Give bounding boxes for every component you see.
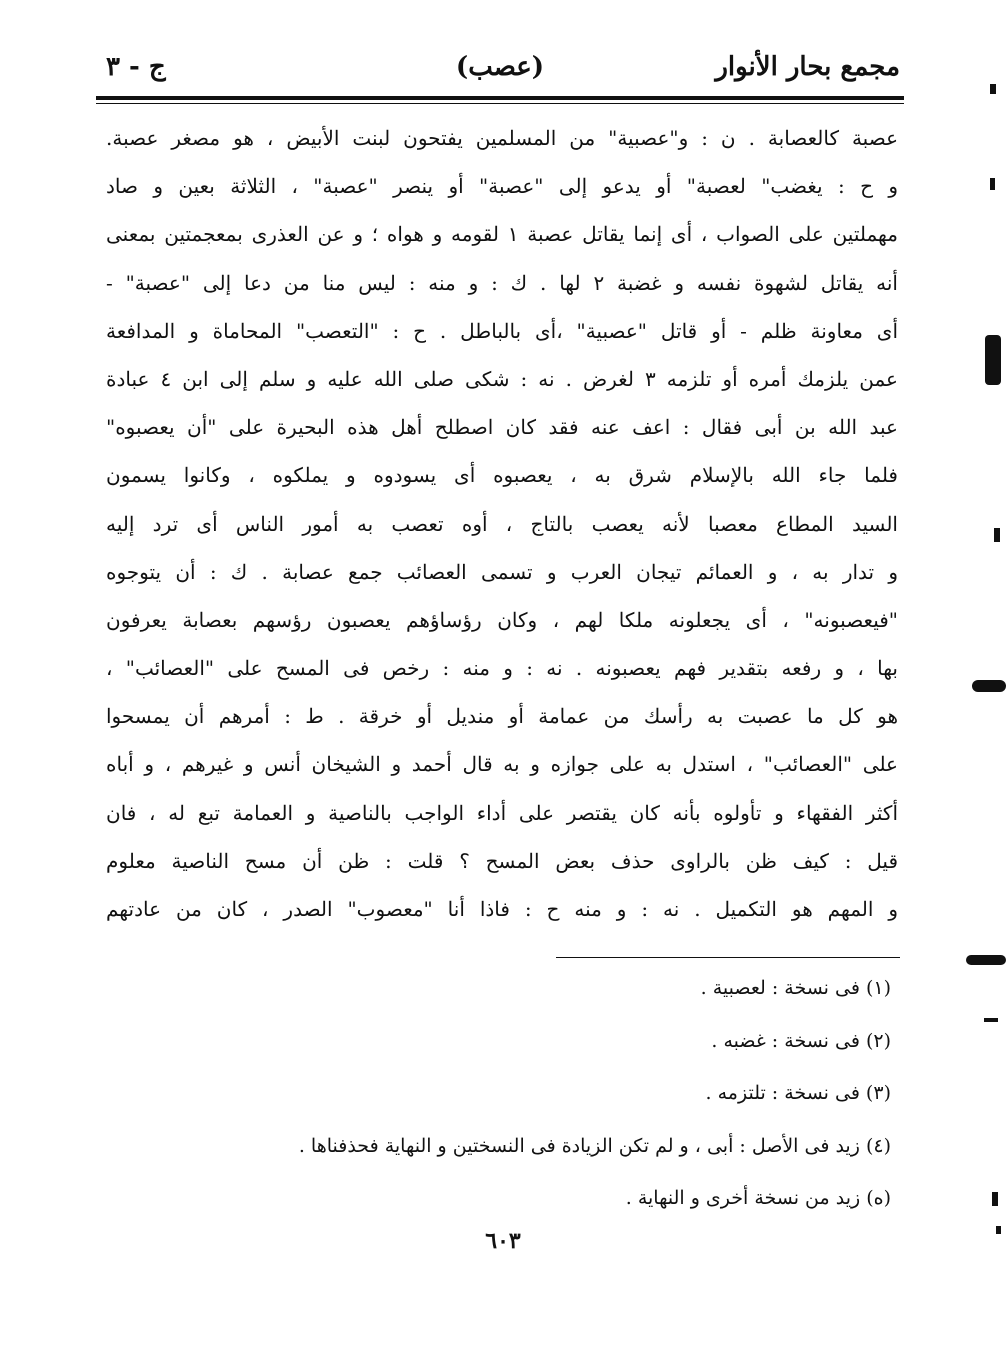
text-line: على "العصائب" ، استدل به على جوازه و به قال أحمد و الشيخان أنس و غيرهم ، و أباه (106, 752, 898, 777)
text-line: أنه يقاتل لشهوة نفسه و غضبة ٢ لها . ك : و منه : ليس منا من دعا إلى "عصبة" - (106, 270, 898, 295)
footnote: (١) فى نسخة : لعصبية . (700, 977, 891, 999)
entry-title: (عصب) (455, 52, 545, 82)
footnotes (106, 962, 891, 1225)
scan-mark (972, 680, 1006, 692)
scan-mark (990, 84, 996, 94)
footnote: (ه) زيد من نسخة أخرى و النهاية . (625, 1187, 891, 1209)
scan-mark (984, 1018, 998, 1022)
main-text (106, 114, 898, 933)
text-line: و المهم هو التكميل . نه : و منه ح : فاذا أنا "معصوب" الصدر ، كان من عادتهم (106, 897, 898, 921)
book-title: مجمع بحار الأنوار (715, 52, 900, 82)
page-header (100, 44, 900, 90)
scan-mark (990, 178, 995, 190)
footnote: (٣) فى نسخة : تلتزمه . (705, 1082, 891, 1104)
page-number: ٦٠٣ (485, 1228, 521, 1254)
scan-mark (994, 528, 1000, 542)
scan-mark (985, 335, 1001, 385)
footnote-divider (556, 957, 900, 958)
text-line: عبد الله بن أبى فقال : اعف عنه فقد كان اصطلح أهل هذه البحيرة على "أن يعصبوه" (106, 415, 898, 440)
header-rule-thick (96, 96, 904, 100)
volume-label: ج - ٣ (106, 52, 166, 82)
text-line: مهملتين على الصواب ، أى إنما يقاتل عصبة ١ لقومه و هواه ؛ و عن العذرى بمعجمتين بمعنى (106, 222, 898, 247)
header-rule-thin (96, 103, 904, 104)
text-line: السيد المطاع معصبا لأنه يعصب بالتاج ، أوه تعصب به أمور الناس أى ترد إليه (106, 511, 898, 536)
text-line: و ح : يغضب" لعصبة" أو يدعو إلى "عصبة" أو ينصر "عصبة" ، الثلاثة بعين و صاد (106, 174, 898, 199)
text-line: هو كل ما عصبت به رأسك من عمامة أو منديل أو خرقة . ط : أمرهم أن يمسحوا (106, 704, 898, 729)
text-line: و تدار به ، و العمائم تيجان العرب و تسمى العصائب جمع عصابة . ك : أن يتوجوه (106, 559, 898, 584)
scan-mark (996, 1226, 1001, 1234)
text-line: بها ، و رفعه بتقدير فهم يعصبونه . نه : و منه : رخص فى المسح على "العصائب" ، (106, 656, 898, 681)
footnote: (٤) زيد فى الأصل : أبى ، و لم تكن الزيادة فى النسختين و النهاية فحذفناها . (298, 1134, 891, 1157)
text-line: "فيعصبونه" ، أى يجعلونه ملكا لهم ، وكان رؤساؤهم يعصبون رؤسهم بعصابة يعرفون (106, 607, 898, 632)
footnote: (٢) فى نسخة : غضبه . (711, 1029, 891, 1052)
text-line: عصبة كالعصابة . ن : و"عصبية" من المسلمين يفتحون لبنت الأبيض ، هو مصغر عصبة. (106, 126, 898, 150)
text-line: عمن يلزمك أمره أو تلزمه ٣ لغرض . نه : شكى صلى الله عليه و سلم إلى ابن ٤ عبادة (106, 366, 898, 391)
scan-mark (966, 955, 1006, 965)
text-line: فلما جاء الله بالإسلام شرق به ، يعصبوه أى يسودوه و يملكوه ، وكانوا يسمون (106, 463, 898, 488)
text-line: قيل : كيف ظن بالراوى حذف بعض المسح ؟ قلت : ظن أن مسح الناصية معلوم (106, 848, 898, 873)
text-line: أكثر الفقهاء و تأولوه بأنه كان يقتصر على أداء الواجب بالناصية و العمامة تبع له ، فان (106, 800, 898, 825)
scan-mark (992, 1192, 998, 1206)
text-line: أى معاونة ظلم - أو قاتل "عصبية" ،أى بالباطل . ح : "التعصب" المحاماة و المدافعة (106, 318, 898, 343)
